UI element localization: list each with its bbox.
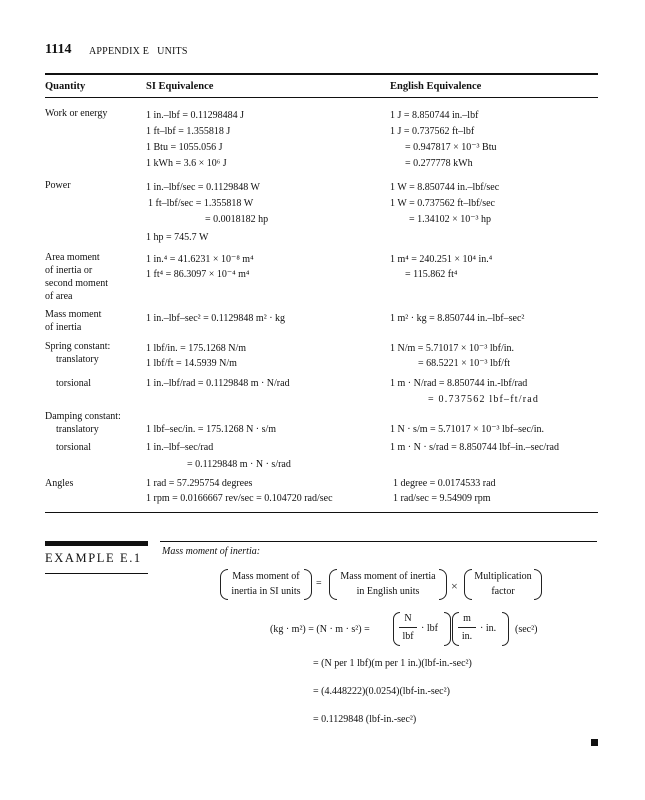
col-quantity-header: Quantity [45,81,86,92]
en-cell: = 115.862 ft⁴ [405,269,458,280]
si-cell: 1 rad = 57.295754 degrees [146,478,253,489]
units-equation-lhs: (kg · m²) = (N · m · s²) = [270,624,370,635]
quantity-translatory: translatory [56,424,99,435]
en-cell: 1 W = 0.737562 ft–lbf/sec [390,198,495,209]
box-english-line1: Mass moment of inertia [340,571,436,582]
paren-right [444,612,451,646]
box-si-line2: inertia in SI units [231,586,301,597]
quantity-power: Power [45,180,71,191]
en-cell: = 1.34102 × 10⁻³ hp [409,214,492,225]
en-cell: 1 W = 8.850744 in.–lbf/sec [390,182,500,193]
paren-right [439,569,447,600]
en-cell: 1 J = 0.737562 ft–lbf [390,126,475,137]
en-cell: 1 m² · kg = 8.850744 in.–lbf–sec² [390,313,525,324]
end-of-example-mark [591,739,598,746]
paren-right [534,569,542,600]
si-cell: 1 ft–lbf/sec = 1.355818 W [148,198,254,209]
example-rule [160,541,597,542]
quantity-translatory: translatory [56,354,99,365]
fraction-denominator: in. [461,631,473,642]
page-number: 1114 [45,42,72,57]
quantity-damping-constant: Damping constant: [45,411,121,422]
si-cell: 1 ft⁴ = 86.3097 × 10⁻⁴ m⁴ [146,269,250,280]
example-label: EXAMPLE E.1 [45,551,142,565]
si-cell: 1 rpm = 0.0166667 rev/sec = 0.104720 rad/sec [146,493,333,504]
si-cell: 1 Btu = 1055.056 J [146,142,223,153]
quantity-area-moment: second moment [45,278,109,289]
fraction-denominator: lbf [402,631,414,642]
quantity-work: Work or energy [45,108,108,119]
en-cell: = 68.5221 × 10⁻³ lbf/ft [418,358,511,369]
si-cell: 1 ft–lbf = 1.355818 J [146,126,231,137]
box-factor-line1: Multiplication [474,571,532,582]
si-cell: 1 in.–lbf–sec² = 0.1129848 m² · kg [146,313,286,324]
en-cell: 1 m · N/rad = 8.850744 in.-lbf/rad [390,378,528,389]
si-cell: = 0.1129848 m · N · s/rad [187,459,291,470]
fraction-bar [399,627,417,628]
en-cell: 1 J = 8.850744 in.–lbf [390,110,479,121]
example-label-underline [45,573,148,574]
quantity-area-moment: Area moment [45,252,100,263]
example-bar [45,541,148,546]
fraction-tail: · lbf [421,623,438,634]
en-cell: 1 degree = 0.0174533 rad [393,478,496,489]
fraction-numerator: m [463,613,471,624]
en-cell: 1 rad/sec = 9.54909 rpm [393,493,491,504]
si-cell: 1 in.–lbf/sec = 0.1129848 W [146,182,260,193]
table-header-rule [45,97,598,98]
en-cell: 1 m · N · s/rad = 8.850744 lbf–in.–sec/rad [390,442,559,453]
equation-line-4: = 0.1129848 (lbf-in.-sec²) [313,714,417,725]
si-cell: 1 lbf–sec/in. = 175.1268 N · s/m [146,424,277,435]
paren-right [304,569,312,600]
si-cell: 1 lbf/in. = 175.1268 N/m [146,343,247,354]
box-factor-line2: factor [491,586,515,597]
en-cell: = 0.947817 × 10⁻³ Btu [405,142,497,153]
equation-line-3: = (4.448222)(0.0254)(lbf-in.-sec²) [313,686,450,697]
en-cell: = 0.737562 lbf–ft/rad [428,394,540,405]
fraction-bar [458,627,476,628]
si-cell: = 0.0018182 hp [205,214,269,225]
example-title: Mass moment of inertia: [162,546,261,557]
en-cell: 1 N/m = 5.71017 × 10⁻³ lbf/in. [390,343,514,354]
quantity-spring-constant: Spring constant: [45,341,111,352]
equation-line-2: = (N per 1 lbf)(m per 1 in.)(lbf-in.-sec²) [313,658,472,669]
quantity-angles: Angles [45,478,74,489]
en-cell: = 0.277778 kWh [405,158,473,169]
en-cell: 1 N · s/m = 5.71017 × 10⁻³ lbf–sec/in. [390,424,544,435]
si-cell: 1 in.–lbf/rad = 0.1129848 m · N/rad [146,378,290,389]
running-title: APPENDIX E UNITS [89,46,188,57]
si-cell: 1 in.–lbf–sec/rad [146,442,214,453]
col-english-header: English Equivalence [390,81,482,92]
si-cell: 1 in.⁴ = 41.6231 × 10⁻⁸ m⁴ [146,254,254,265]
si-cell: 1 lbf/ft = 14.5939 N/m [146,358,237,369]
table-top-rule [45,73,598,75]
fraction-tail: · in. [480,623,497,634]
box-english-line2: in English units [356,586,420,597]
quantity-mass-moment: of inertia [45,322,82,333]
quantity-mass-moment: Mass moment [45,309,102,320]
quantity-torsional: torsional [56,378,91,389]
equals-sign: = [316,578,322,589]
quantity-area-moment: of area [45,291,73,302]
units-equation-rhs: (sec²) [515,624,538,635]
si-cell: 1 kWh = 3.6 × 10⁶ J [146,158,227,169]
quantity-torsional: torsional [56,442,91,453]
fraction-numerator: N [404,613,412,624]
times-sign: × [451,579,458,593]
si-cell: 1 hp = 745.7 W [146,232,209,243]
box-si-line1: Mass moment of [232,571,300,582]
paren-right [502,612,509,646]
en-cell: 1 m⁴ = 240.251 × 10⁴ in.⁴ [390,254,493,265]
table-bottom-rule [45,512,598,513]
si-cell: 1 in.–lbf = 0.11298484 J [146,110,245,121]
quantity-area-moment: of inertia or [45,265,93,276]
col-si-header: SI Equivalence [146,81,214,92]
